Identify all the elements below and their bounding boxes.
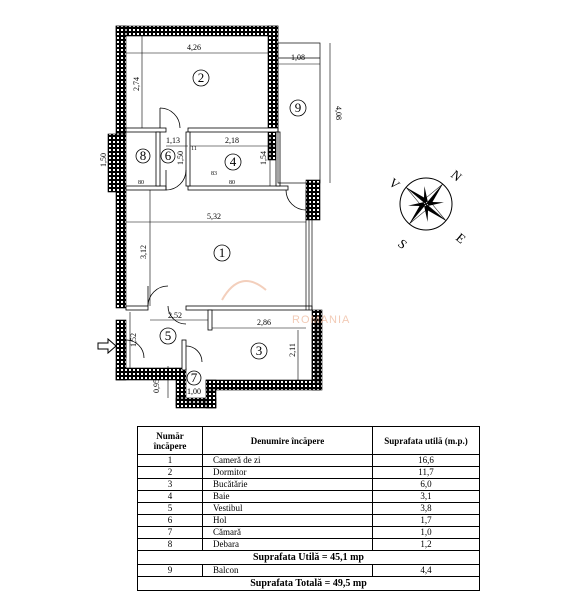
entry-arrow-icon	[98, 339, 116, 353]
table-header-row	[138, 427, 480, 455]
cell-nr: 4	[138, 491, 203, 503]
dim-4-26: 4,26	[187, 43, 201, 52]
dim-1-00: 1,00	[187, 387, 201, 396]
dim-80-b: 80	[229, 180, 235, 186]
dim-2-86: 2,86	[257, 318, 271, 327]
table-row	[138, 515, 480, 527]
dim-1-52: 1,52	[129, 333, 138, 347]
cell-name: Cameră de zi	[203, 455, 373, 467]
cell-nr: 8	[138, 539, 203, 551]
watermark-logo	[222, 281, 350, 326]
cell-area: 1,7	[373, 515, 480, 527]
cell-nr: 7	[138, 527, 203, 539]
dim-1-54: 1,54	[259, 151, 268, 165]
cell-area: 3,8	[373, 503, 480, 515]
table-row	[138, 455, 480, 467]
total: Suprafata Totală = 49,5 mp	[138, 577, 480, 591]
room-areas-table	[137, 426, 480, 591]
table-row	[138, 491, 480, 503]
table-row-balcon	[138, 565, 480, 577]
room-2-number: 2	[197, 70, 205, 85]
dimension-lines	[112, 36, 330, 402]
cell-area: 4,4	[373, 565, 480, 577]
dim-0-95: 0,95	[152, 379, 161, 393]
cell-name: Cămară	[203, 527, 373, 539]
cell-area: 6,0	[373, 479, 480, 491]
room-3-number: 3	[255, 343, 263, 358]
room-1-number: 1	[218, 245, 226, 260]
cell-area: 3,1	[373, 491, 480, 503]
room-markers	[136, 70, 306, 385]
cell-name: Bucătărie	[203, 479, 373, 491]
dim-1-08: 1,08	[291, 53, 305, 62]
compass-v: V	[386, 174, 403, 193]
compass-e: E	[453, 229, 469, 247]
dim-1-50-left: 1,50	[99, 153, 108, 167]
cell-area: 1,2	[373, 539, 480, 551]
table-row	[138, 527, 480, 539]
cell-name: Vestibul	[203, 503, 373, 515]
cell-area: 11,7	[373, 467, 480, 479]
dim-1-13: 1,13	[166, 136, 180, 145]
room-9-number: 9	[294, 100, 302, 115]
cell-area: 1,0	[373, 527, 480, 539]
cell-name: Debara	[203, 539, 373, 551]
compass-n: N	[448, 166, 465, 185]
room-5-number: 5	[164, 328, 172, 343]
header-name: Denumire încăpere	[203, 427, 373, 455]
cell-nr: 9	[138, 565, 203, 577]
room-6-number: 6	[164, 148, 172, 163]
cell-nr: 5	[138, 503, 203, 515]
dim-2-18: 2,18	[225, 136, 239, 145]
dim-2-74: 2,74	[132, 77, 141, 91]
room-7-number: 7	[190, 370, 198, 385]
cell-area: 16,6	[373, 455, 480, 467]
dim-2-52: 2,52	[168, 311, 182, 320]
total-util: Suprafata Utilă = 45,1 mp	[138, 551, 480, 565]
watermark-text: ROMANIA	[292, 314, 351, 326]
cell-nr: 6	[138, 515, 203, 527]
room-4-number: 4	[229, 154, 237, 169]
compass-s: S	[395, 235, 411, 252]
table-row	[138, 467, 480, 479]
table-row	[138, 503, 480, 515]
cell-name: Baie	[203, 491, 373, 503]
cell-nr: 3	[138, 479, 203, 491]
dim-5-32: 5,32	[207, 212, 221, 221]
table-row	[138, 479, 480, 491]
cell-name: Balcon	[203, 565, 373, 577]
total-util-row	[138, 551, 480, 565]
dim-1-50-hall: 1,50	[176, 151, 185, 165]
dim-83: 83	[211, 171, 217, 177]
cell-name: Hol	[203, 515, 373, 527]
dim-80-a: 80	[138, 180, 144, 186]
dim-3-12: 3,12	[139, 245, 148, 259]
dim-4-08: 4,08	[334, 106, 343, 120]
dim-11: 11	[191, 146, 197, 152]
header-area: Suprafata utilă (m.p.)	[373, 427, 480, 455]
header-nr: Număr încăpere	[138, 427, 203, 455]
dim-2-11: 2,11	[288, 343, 297, 357]
total-row	[138, 577, 480, 591]
cell-nr: 1	[138, 455, 203, 467]
room-8-number: 8	[139, 148, 147, 163]
cell-nr: 2	[138, 467, 203, 479]
table-row	[138, 539, 480, 551]
cell-name: Dormitor	[203, 467, 373, 479]
